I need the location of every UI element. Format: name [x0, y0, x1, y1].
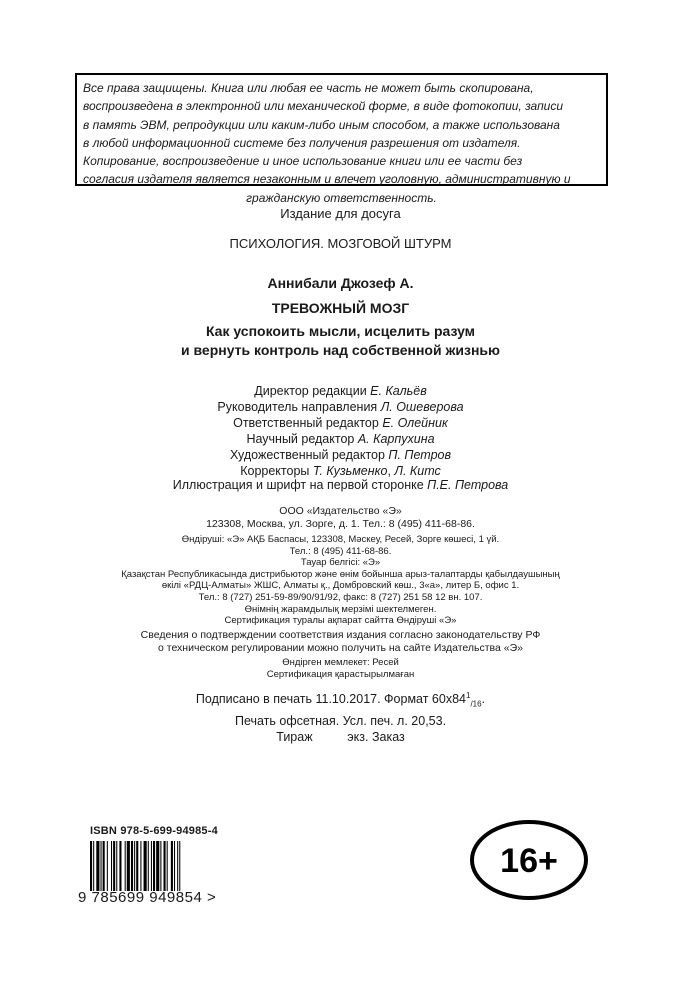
illustration-credit: Иллюстрация и шрифт на первой сторонке П.Е. Петрова	[172, 478, 509, 492]
staff-line: Руководитель направления Л. Ошеверова	[217, 400, 464, 414]
rights-line: в память ЭВМ, репродукции или каким-либо иным способом, а также использована	[83, 117, 560, 132]
book-subtitle-1: Как успокоить мысли, исцелить разум	[205, 323, 476, 339]
staff-line: Директор редакции Е. Кальёв	[254, 384, 427, 398]
staff-line: Корректоры Т. Кузьменко, Л. Китс	[240, 464, 441, 478]
svg-text:16+: 16+	[500, 842, 558, 880]
print-line-2: Печать офсетная. Усл. печ. л. 20,53.	[234, 713, 447, 728]
age-rating-badge	[470, 820, 588, 900]
staff-list	[0, 383, 681, 479]
certification-info: Сведения о подтверждении соответствия издания согласно законодательству РФ о техническом регулировании можно получить на сайте Издательства «Э»	[140, 629, 541, 654]
series-name: ПСИХОЛОГИЯ. МОЗГОВОЙ ШТУРМ	[229, 236, 452, 251]
edition-type: Издание для досуга	[280, 206, 401, 221]
book-title: ТРЕВОЖНЫЙ МОЗГ	[271, 300, 410, 316]
rights-line: Все права защищены. Книга или любая ее часть не может быть скопирована,	[83, 81, 534, 95]
publisher-address: 123308, Москва, ул. Зорге, д. 1. Тел.: 8 (495) 411-68-86.	[206, 518, 475, 530]
publisher-name: ООО «Издательство «Э»	[279, 505, 402, 517]
barcode-number: 9 785699 949854 >	[78, 889, 217, 906]
print-line-3: Тираж экз. Заказ	[276, 729, 405, 744]
staff-line: Художественный редактор П. Петров	[229, 448, 451, 462]
barcode-icon	[90, 841, 214, 891]
print-info	[0, 688, 681, 745]
rights-line: в любой информационной системе без получения разрешения от издателя.	[83, 135, 521, 150]
kz-info: Өндіруші: «Э» АҚБ Баспасы, 123308, Мәскеу, Ресей, Зорге көшесі, 1 үй. Тел.: 8 (495) 411-68-86. Тауар белгісі: «Э» Қазақстан Республикасында дистрибьютор және өнім бойынша арыз-талаптарды қабылдаушының өкілі «РДЦ-Алматы» ЖШС, Алматы қ., Домбровский көш., 3«а», литер Б, офис 1. Тел.: 8 (727) 251-59-89/90/91/92, факс: 8 (727) 251 58 12 вн. 107. Өнімнің жарамдылық мерзімі шектелмеген. Сертификация туралы ақпарат сайтта Өндіруші «Э»	[121, 534, 560, 627]
rights-line: Копирование, воспроизведение и иное использование книги или ее части без	[83, 154, 523, 169]
staff-line: Научный редактор А. Карпухина	[246, 432, 435, 446]
staff-line: Ответственный редактор Е. Олейник	[233, 416, 448, 430]
rights-line: воспроизведена в электронной или механической форме, в виде фотокопии, записи	[83, 99, 564, 114]
rights-line: гражданскую ответственность.	[246, 190, 437, 205]
book-subtitle-2: и вернуть контроль над собственной жизнью	[181, 342, 500, 358]
isbn-label: ISBN 978-5-699-94985-4	[90, 825, 218, 837]
rights-line: согласия издателя является незаконным и влечет уголовную, административную и	[83, 172, 571, 187]
author-name: Аннибали Джозеф А.	[267, 275, 414, 291]
rights-notice-box	[75, 73, 608, 205]
print-line-1: Подписано в печать 11.10.2017. Формат $60x84^1_{/16}$.	[195, 691, 486, 709]
origin-info: Өндірген мемлекет: Ресей Сертификация қарастырылмаған	[266, 657, 415, 680]
